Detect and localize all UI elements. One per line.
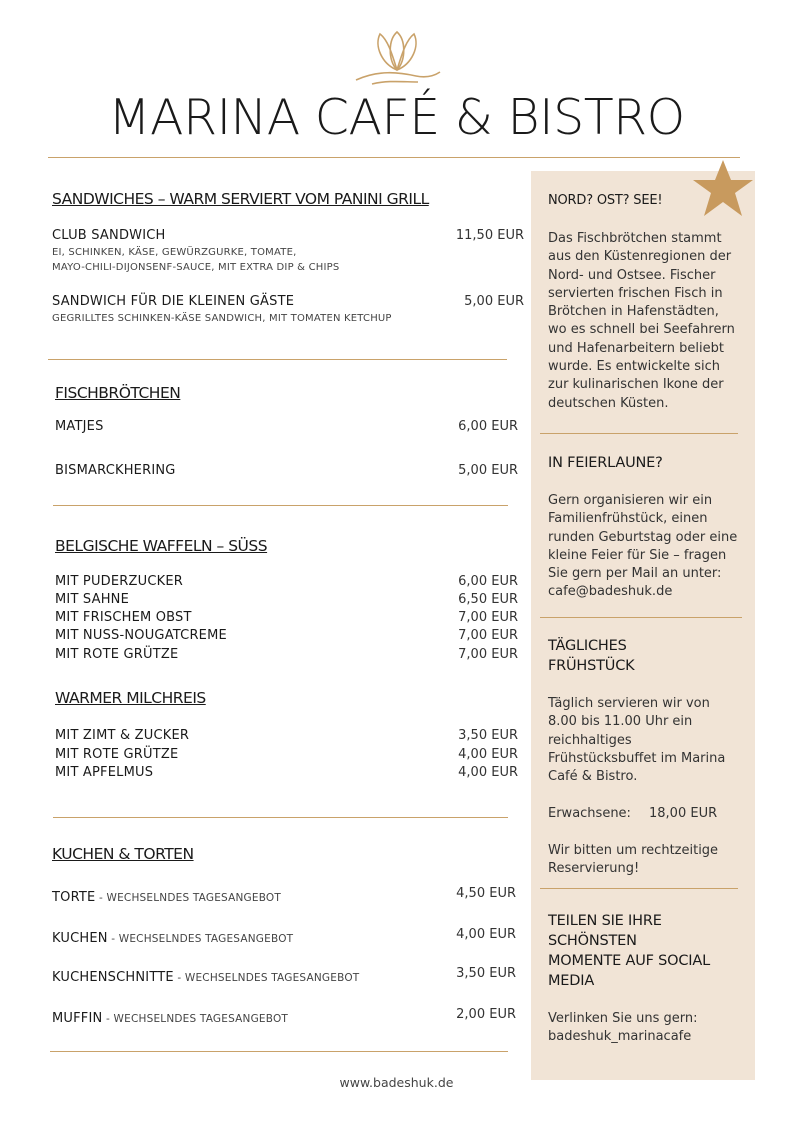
menu-item-price: 6,50 EUR — [458, 592, 518, 607]
sidebar-divider — [540, 617, 742, 618]
title-divider — [48, 157, 740, 158]
menu-item-price: 4,00 EUR — [456, 927, 516, 942]
menu-item-name: MIT PUDERZUCKER — [55, 574, 184, 589]
menu-item-price: 5,00 EUR — [464, 294, 524, 309]
menu-item-name: MIT SAHNE — [55, 592, 130, 607]
section-heading-kuchen: KUCHEN & TORTEN — [52, 845, 194, 863]
menu-item-price: 7,00 EUR — [458, 647, 518, 662]
heading-line: TÄGLICHES — [548, 638, 627, 654]
menu-item-name: MIT ROTE GRÜTZE — [55, 747, 179, 762]
menu-item-separator: - — [95, 892, 107, 904]
text-line: zur kulinarischen Ikone der — [548, 377, 724, 393]
heading-line: MEDIA — [548, 973, 595, 989]
reservation-note — [548, 842, 718, 879]
menu-item-description: EI, SCHINKEN, KÄSE, GEWÜRZGURKE, TOMATE, — [52, 247, 297, 258]
text-line: Nord- und Ostsee. Fischer — [548, 267, 716, 283]
section-divider — [50, 1051, 508, 1052]
text-line: Frühstücksbuffet im Marina — [548, 750, 726, 766]
sidebar-heading-fruehstueck — [548, 636, 634, 676]
text-line: Täglich servieren wir von — [548, 696, 710, 711]
text-line: Das Fischbrötchen stammt — [548, 231, 722, 246]
text-line: 8.00 bis 11.00 Uhr ein — [548, 714, 693, 730]
text-line: servierten frischen Fisch in — [548, 285, 723, 301]
section-heading-waffeln: BELGISCHE WAFFELN – SÜSS — [55, 537, 268, 555]
adult-price-value: 18,00 EUR — [649, 806, 718, 821]
text-line: kleine Feier für Sie – fragen — [548, 547, 727, 563]
menu-item-separator: - — [173, 972, 185, 984]
sidebar-text-social — [548, 1010, 698, 1047]
sidebar-text-fruehstueck — [548, 695, 725, 786]
menu-item-kuchenschnitte — [52, 966, 359, 985]
menu-item-price: 3,50 EUR — [458, 728, 518, 743]
text-line: runden Geburtstag oder eine — [548, 529, 738, 545]
menu-item-name: KUCHEN — [52, 931, 108, 946]
menu-item-price: 4,00 EUR — [458, 747, 518, 762]
star-icon — [690, 158, 756, 220]
section-divider — [53, 817, 508, 818]
text-line: Familienfrühstück, einen — [548, 511, 708, 527]
menu-item-name: BISMARCKHERING — [55, 463, 176, 478]
section-divider — [48, 359, 507, 360]
menu-item-price: 6,00 EUR — [458, 419, 518, 434]
menu-item-name: MUFFIN — [52, 1011, 103, 1026]
sidebar-divider — [540, 433, 738, 434]
text-line: deutschen Küsten. — [548, 395, 669, 411]
text-line: aus den Küstenregionen der — [548, 249, 732, 265]
menu-item-description: WECHSELNDES TAGESANGEBOT — [184, 972, 360, 984]
adult-price-label: Erwachsene: — [548, 806, 631, 821]
menu-item-price: 11,50 EUR — [455, 228, 524, 243]
sidebar-divider — [540, 888, 738, 889]
sidebar-heading-nord: NORD? OST? SEE! — [548, 193, 663, 208]
heading-line: TEILEN SIE IHRE — [548, 913, 662, 929]
text-line: reichhaltiges — [548, 732, 632, 748]
menu-item-name: MIT ZIMT & ZUCKER — [55, 728, 190, 743]
lotus-logo-icon — [352, 26, 442, 86]
website-link[interactable]: www.badeshuk.de — [339, 1075, 454, 1090]
menu-item-description: MAYO-CHILI-DIJONSENF-SAUCE, MIT EXTRA DIP & CHIPS — [52, 262, 340, 273]
menu-item-name: CLUB SANDWICH — [52, 228, 166, 243]
sidebar-heading-feier: IN FEIERLAUNE? — [548, 455, 663, 471]
section-heading-fischbroetchen: FISCHBRÖTCHEN — [55, 384, 181, 402]
text-line: und Hafenarbeitern beliebt — [548, 340, 724, 356]
menu-item-name: TORTE — [52, 890, 96, 905]
page-title: MARINA CAFÉ & BISTRO — [108, 89, 685, 146]
menu-item-price: 2,00 EUR — [456, 1007, 516, 1022]
text-line: Gern organisieren wir ein — [548, 493, 713, 508]
menu-item-price: 7,00 EUR — [458, 610, 518, 625]
menu-item-torte — [52, 886, 281, 905]
heading-line: SCHÖNSTEN — [548, 933, 637, 949]
text-line: Reservierung! — [548, 861, 640, 877]
section-heading-milchreis: WARMER MILCHREIS — [55, 689, 206, 707]
section-heading-sandwiches: SANDWICHES – WARM SERVIERT VOM PANINI GRILL — [52, 190, 429, 208]
text-line: wo es schnell bei Seefahrern — [548, 322, 735, 338]
text-line: Brötchen in Hafenstädten, — [548, 304, 719, 320]
sidebar-heading-social — [548, 911, 710, 991]
social-handle[interactable]: badeshuk_marinacafe — [548, 1029, 692, 1045]
heading-line: MOMENTE AUF SOCIAL — [548, 953, 710, 969]
menu-item-name: MATJES — [55, 419, 104, 434]
sidebar-text-nord — [548, 230, 735, 413]
text-line: Verlinken Sie uns gern: — [548, 1011, 698, 1026]
section-divider — [53, 505, 508, 506]
menu-item-price: 7,00 EUR — [458, 628, 518, 643]
menu-item-name: SANDWICH FÜR DIE KLEINEN GÄSTE — [52, 294, 295, 309]
menu-item-name: MIT ROTE GRÜTZE — [55, 647, 179, 662]
menu-item-name: MIT APFELMUS — [55, 765, 154, 780]
menu-item-price: 4,50 EUR — [456, 886, 516, 901]
menu-item-description: GEGRILLTES SCHINKEN-KÄSE SANDWICH, MIT TOMATEN KETCHUP — [52, 313, 392, 324]
menu-item-price: 4,00 EUR — [458, 765, 518, 780]
email-address[interactable]: cafe@badeshuk.de — [548, 584, 673, 600]
menu-item-price: 5,00 EUR — [458, 463, 518, 478]
menu-item-separator: - — [102, 1013, 114, 1025]
menu-item-price: 6,00 EUR — [458, 574, 518, 589]
menu-item-separator: - — [107, 933, 119, 945]
menu-item-description: WECHSELNDES TAGESANGEBOT — [113, 1013, 289, 1025]
heading-line: FRÜHSTÜCK — [548, 658, 635, 674]
menu-item-price: 3,50 EUR — [456, 966, 516, 981]
menu-item-name: MIT FRISCHEM OBST — [55, 610, 192, 625]
menu-item-name: KUCHENSCHNITTE — [52, 970, 174, 985]
text-line: Wir bitten um rechtzeitige — [548, 843, 719, 858]
sidebar-text-feier — [548, 492, 737, 602]
menu-item-name: MIT NUSS-NOUGATCREME — [55, 628, 227, 643]
text-line: Sie gern per Mail an unter: — [548, 566, 722, 582]
text-line: wurde. Es entwickelte sich — [548, 359, 721, 375]
menu-item-description: WECHSELNDES TAGESANGEBOT — [118, 933, 294, 945]
text-line: Café & Bistro. — [548, 769, 638, 785]
menu-item-muffin — [52, 1007, 288, 1026]
menu-item-kuchen — [52, 927, 293, 946]
menu-item-description: WECHSELNDES TAGESANGEBOT — [106, 892, 282, 904]
